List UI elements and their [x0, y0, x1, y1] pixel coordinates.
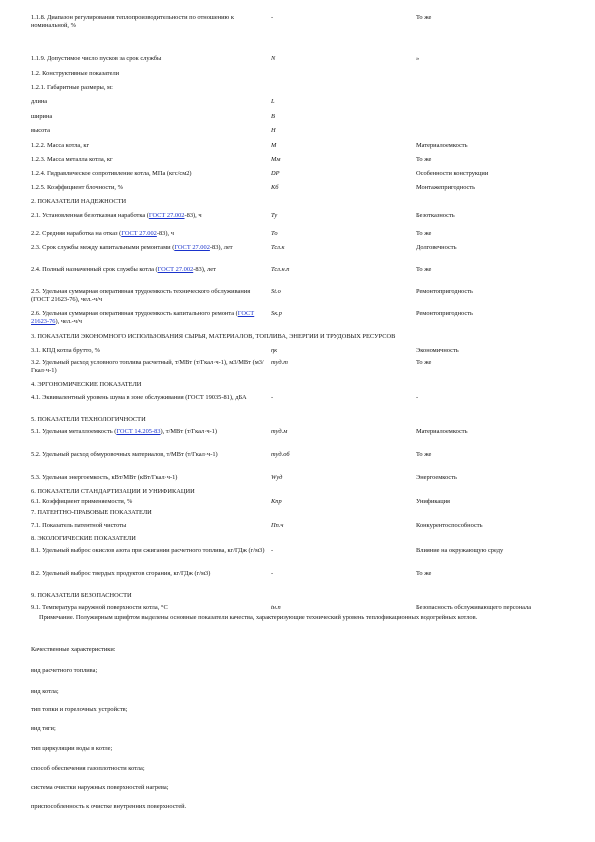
- table-row: [31, 474, 571, 482]
- indicator-symbol: M: [271, 142, 277, 149]
- indicator-name: 9.1. Температура наружной поверхности котла, °С: [31, 604, 168, 611]
- section-title: 3. ПОКАЗАТЕЛИ ЭКОНОМНОГО ИСПОЛЬЗОВАНИЯ СЫРЬЯ, МАТЕРИАЛОВ, ТОПЛИВА, ЭНЕРГИИ И ТРУДОВЫХ РЕСУРСОВ: [31, 333, 396, 340]
- table-row: [31, 522, 571, 530]
- table-row: [31, 359, 571, 374]
- characterized-property: Безотказность: [416, 212, 455, 219]
- table-row: [31, 184, 571, 192]
- indicator-name: [31, 244, 266, 252]
- cell-text: 2.2. Средняя наработка на отказ (: [31, 230, 122, 237]
- table-row: [31, 55, 571, 63]
- characterized-property: Конкурентоспособность: [416, 522, 483, 529]
- indicator-name: 1.2.3. Масса металла котла, кг: [31, 156, 113, 163]
- indicator-name: [31, 230, 266, 238]
- indicator-name: 7.1. Показатель патентной чистоты: [31, 522, 127, 529]
- section-title: 1.2. Конструктивные показатели: [31, 70, 120, 77]
- table-row: [31, 113, 571, 121]
- indicator-symbol: Ту: [271, 212, 278, 219]
- indicator-symbol: Тсл.н.п: [271, 266, 290, 273]
- table-row: [31, 310, 571, 325]
- characterized-property: Влияние на окружающую среду: [416, 547, 504, 554]
- indicator-name: 3.1. КПД котла брутто, %: [31, 347, 100, 354]
- cell-text: ), т/МВт (т/Гкал·ч-1): [160, 428, 217, 435]
- cell-text: -83), лет: [193, 266, 216, 273]
- table-row: [31, 570, 571, 585]
- qualitative-item: способ обеспечения газоплотности котла;: [31, 765, 145, 772]
- section-heading: [31, 333, 571, 341]
- characterized-property: Унификация: [416, 498, 450, 505]
- section-heading: [31, 84, 571, 92]
- characterized-property: »: [416, 55, 420, 62]
- table-row: [31, 498, 571, 506]
- indicator-name: ширина: [31, 113, 53, 120]
- table-row: [31, 98, 571, 106]
- indicator-symbol: mуд.об: [271, 451, 290, 458]
- indicator-name: 8.1. Удельный выброс окислов азота при сжигании расчетного топлива, кг/ГДж (г/м3): [31, 547, 265, 554]
- gost-link[interactable]: ГОСТ 27.002: [121, 230, 157, 237]
- characterized-property: Материалоемкость: [416, 428, 468, 435]
- indicator-symbol: DP: [271, 170, 280, 177]
- indicator-symbol: Mм: [271, 156, 281, 163]
- indicator-symbol: Тсл.к: [271, 244, 285, 251]
- characterized-property: Безопасность обслуживающего персонала: [416, 604, 532, 611]
- cell-text: -83), ч: [156, 230, 174, 237]
- characterized-property: То же: [416, 359, 432, 366]
- indicator-symbol: -: [271, 570, 274, 577]
- gost-link[interactable]: ГОСТ 27.002: [157, 266, 194, 273]
- indicator-symbol: Wуд: [271, 474, 283, 481]
- table-row: [31, 288, 571, 303]
- qualitative-item: вид расчетного топлива;: [31, 667, 98, 674]
- indicator-name: 6.1. Коэффициент применяемости, %: [31, 498, 133, 505]
- indicator-name: 1.2.2. Масса котла, кг: [31, 142, 90, 149]
- table-row: [31, 230, 571, 238]
- indicator-symbol: N: [271, 55, 276, 62]
- section-title: 8. ЭКОЛОГИЧЕСКИЕ ПОКАЗАТЕЛИ: [31, 535, 136, 542]
- indicator-symbol: -: [271, 14, 274, 21]
- characterized-property: Экономичность: [416, 347, 459, 354]
- indicator-name: 4.1. Эквивалентный уровень шума в зоне обслуживания (ГОСТ 19035-81), дБА: [31, 394, 247, 401]
- cell-text: 2.4. Полный назначенный срок службы котла (: [31, 266, 158, 273]
- section-heading: [31, 381, 571, 389]
- indicator-symbol: Sк.р: [271, 310, 282, 317]
- cell-text: ), чел.-ч/ч: [55, 317, 82, 325]
- gost-link[interactable]: ГОСТ 27.002: [174, 244, 210, 251]
- characterized-property: Особенности конструкции: [416, 170, 489, 177]
- characterized-property: Ремонтопригодность: [416, 310, 473, 317]
- table-row: [31, 170, 571, 178]
- cell-text: 2.1. Установленная безотказная наработка (: [31, 212, 149, 219]
- qualitative-item: тип топки и горелочных устройств;: [31, 706, 128, 713]
- section-heading: [31, 488, 571, 496]
- characterized-property: Материалоемкость: [416, 142, 468, 149]
- section-heading: [31, 592, 571, 600]
- indicator-symbol: ηк: [271, 347, 278, 354]
- characterized-property: То же: [416, 14, 432, 21]
- indicator-symbol: mуд.м: [271, 428, 288, 435]
- characterized-property: То же: [416, 266, 432, 273]
- section-title: 1.2.1. Габаритные размеры, м:: [31, 84, 113, 91]
- characterized-property: То же: [416, 156, 432, 163]
- table-row: [31, 14, 571, 29]
- indicator-name: 1.1.8. Диапазон регулирования теплопроизводительности по отношению к номинальной, %: [31, 14, 234, 29]
- cell-text: 2.6. Удельная суммарная оперативная трудоемкость капитального ремонта (: [31, 310, 238, 317]
- cell-text: -83), ч: [184, 212, 202, 219]
- section-heading: [31, 535, 571, 543]
- indicator-symbol: L: [271, 98, 275, 105]
- section-heading: [31, 198, 571, 206]
- characterized-property: Ремонтопригодность: [416, 288, 473, 295]
- section-heading: [31, 70, 571, 78]
- indicator-name: [31, 310, 266, 325]
- indicator-name: 1.1.9. Допустимое число пусков за срок службы: [31, 55, 162, 62]
- table-row: [31, 547, 571, 562]
- section-title: 2. ПОКАЗАТЕЛИ НАДЕЖНОСТИ: [31, 198, 127, 205]
- indicator-name: 1.2.4. Гидравлическое сопротивление котла, МПа (кгс/см2): [31, 170, 192, 177]
- table-row: [31, 266, 571, 281]
- indicator-symbol: B: [271, 113, 275, 120]
- section-title: 7. ПАТЕНТНО-ПРАВОВЫЕ ПОКАЗАТЕЛИ: [31, 509, 152, 516]
- qualitative-item: вид котла;: [31, 688, 59, 695]
- indicator-name: [31, 212, 266, 220]
- gost-link[interactable]: ГОСТ 21623-76: [31, 310, 255, 325]
- indicator-symbol: Пп.ч: [271, 522, 284, 529]
- cell-text: -83), лет: [209, 244, 233, 251]
- characterized-property: Долговечность: [416, 244, 457, 251]
- table-note: Примечание. Полужирным шрифтом выделены основные показатели качества, характеризующие технический уровень теплофикационных водогрейных котлов.: [39, 614, 478, 621]
- gost-link[interactable]: ГОСТ 27.002: [148, 212, 185, 219]
- section-title: 6. ПОКАЗАТЕЛИ СТАНДАРТИЗАЦИИ И УНИФИКАЦИИ: [31, 488, 195, 495]
- table-row: [31, 347, 571, 355]
- indicator-name: длина: [31, 98, 48, 105]
- section-title: 4. ЭРГОНОМИЧЕСКИЕ ПОКАЗАТЕЛИ: [31, 381, 142, 388]
- characterized-property: Монтажепригодность: [416, 184, 476, 191]
- qualitative-item: система очистки наружных поверхностей нагрева;: [31, 784, 169, 791]
- indicator-symbol: mуд.т: [271, 359, 288, 366]
- table-row: [31, 394, 571, 409]
- table-row: [31, 142, 571, 150]
- indicator-symbol: То: [271, 230, 278, 237]
- indicator-symbol: -: [271, 394, 274, 401]
- section-heading: [31, 509, 571, 517]
- indicator-symbol: St.o: [271, 288, 281, 295]
- indicator-name: 3.2. Удельный расход условного топлива расчетный, т/МВт (т/Гкал·ч-1), м3/МВт (м3/Гкал·ч-1): [31, 359, 264, 374]
- cell-text: 2.3. Срок службы между капитальными ремонтами (: [31, 244, 175, 251]
- cell-text: 5.1. Удельная металлоемкость (: [31, 428, 117, 435]
- indicator-name: [31, 266, 266, 274]
- table-row: [31, 451, 571, 466]
- indicator-symbol: H: [271, 127, 276, 134]
- characterized-property: Энергоемкость: [416, 474, 457, 481]
- table-row: [31, 244, 571, 259]
- qualitative-item: приспособленность к очистке внутренних поверхностей.: [31, 803, 187, 810]
- characterized-property: -: [416, 394, 419, 401]
- indicator-name: [31, 428, 266, 436]
- indicator-symbol: -: [271, 547, 274, 554]
- indicator-name: 5.3. Удельная энергоемкость, кВт/МВт (кВт/Гкал·ч-1): [31, 474, 178, 481]
- section-heading: [31, 416, 571, 424]
- section-title: 5. ПОКАЗАТЕЛИ ТЕХНОЛОГИЧНОСТИ: [31, 416, 146, 423]
- characterized-property: То же: [416, 451, 432, 458]
- indicator-symbol: Кб: [271, 184, 279, 191]
- table-row: [31, 212, 571, 227]
- table-row: [31, 127, 571, 135]
- indicator-name: 8.2. Удельный выброс твердых продуктов сгорания, кг/ГДж (г/м3): [31, 570, 211, 577]
- indicator-symbol: Кпр: [271, 498, 282, 505]
- indicator-name: 1.2.5. Коэффициент блочности, %: [31, 184, 123, 191]
- characterized-property: То же: [416, 230, 432, 237]
- indicator-name: высота: [31, 127, 50, 134]
- table-row: [31, 156, 571, 164]
- qualitative-item: вид тяги;: [31, 725, 56, 732]
- qualitative-item: тип циркуляции воды в котле;: [31, 745, 113, 752]
- indicator-name: 2.5. Удельная суммарная оперативная трудоемкость технического обслуживания (ГОСТ 21623-76), чел.-ч/ч: [31, 288, 251, 303]
- characterized-property: То же: [416, 570, 432, 577]
- section-title: 9. ПОКАЗАТЕЛИ БЕЗОПАСНОСТИ: [31, 592, 132, 599]
- gost-link[interactable]: ГОСТ 14.205-83: [116, 428, 161, 435]
- indicator-name: 5.2. Удельный расход обмуровочных материалов, т/МВт (т/Гкал·ч-1): [31, 451, 218, 458]
- table-row: [31, 428, 571, 443]
- qualitative-title: Качественные характеристики:: [31, 646, 116, 653]
- indicator-symbol: tн.п: [271, 604, 281, 611]
